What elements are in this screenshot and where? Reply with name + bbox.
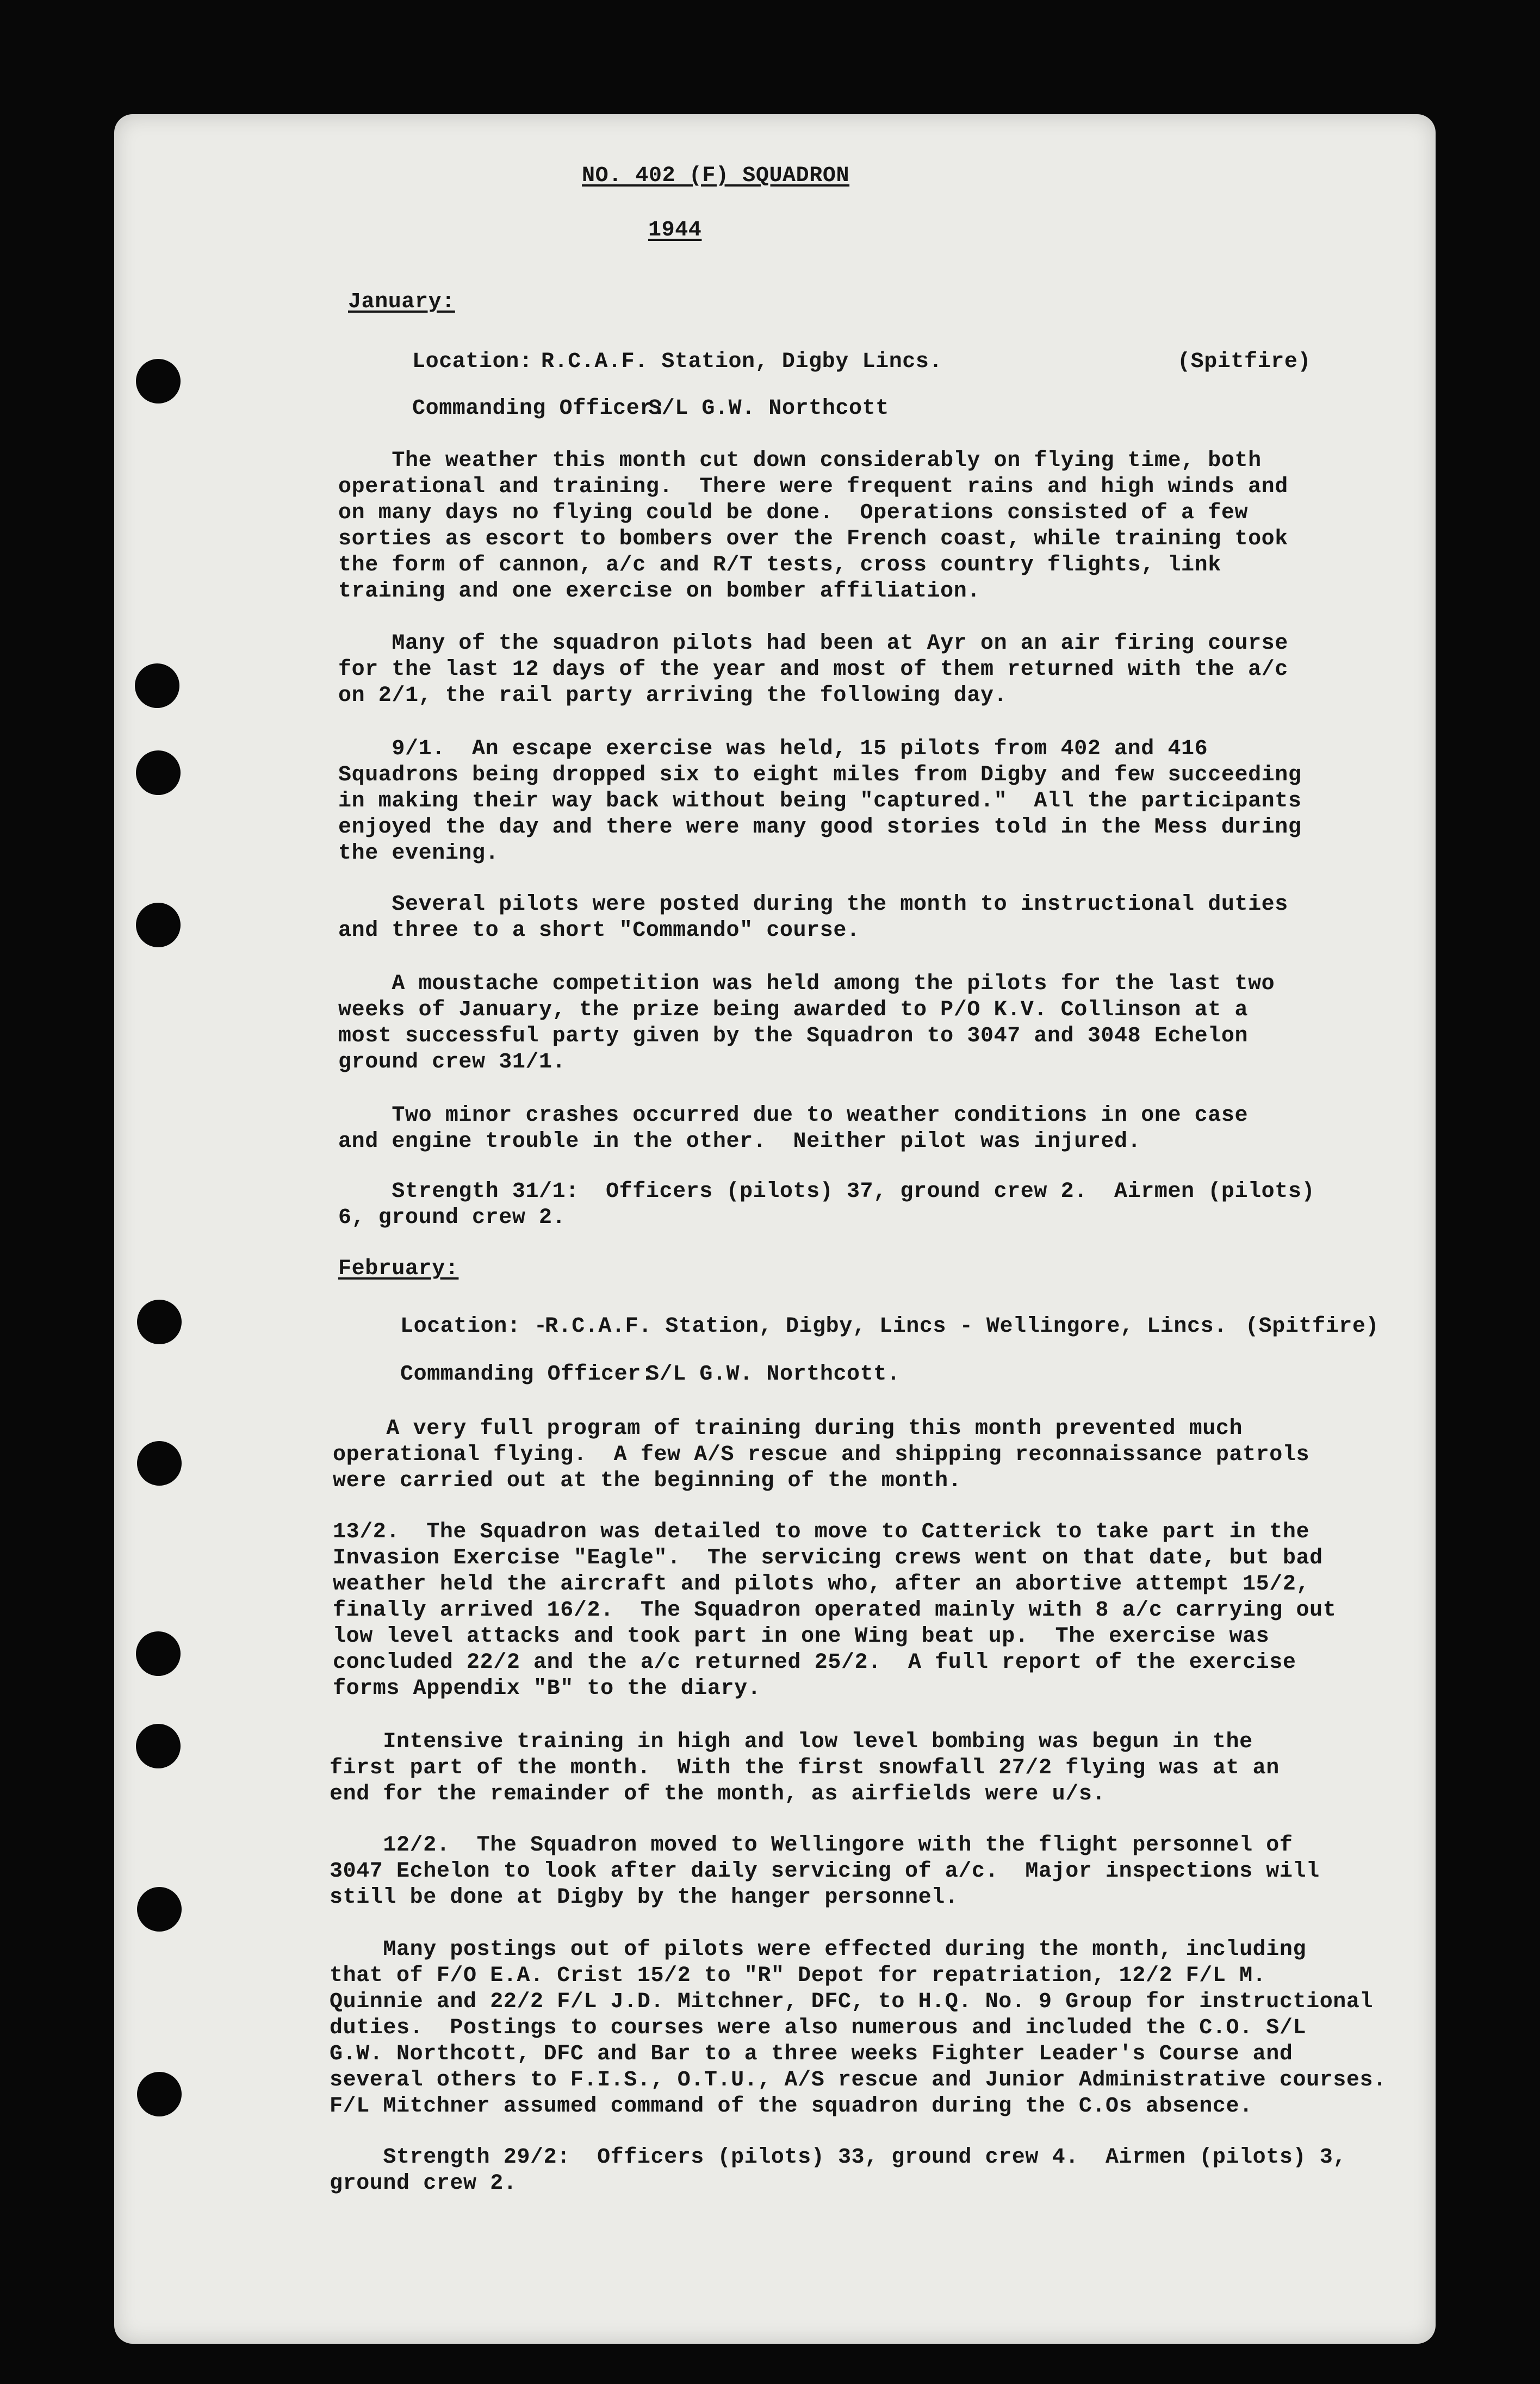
commanding-officer-label: Commanding Officer: [400,1362,655,1387]
text-line: sorties as escort to bombers over the French coast, while training took [338,527,1288,551]
text-line: The weather this month cut down considerably on flying time, both [338,449,1262,473]
text-line: Intensive training in high and low level bombing was begun in the [330,1730,1253,1754]
commanding-officer-value: S/L G.W. Northcott [648,396,889,421]
page-year: 1944 [648,218,702,243]
text-line: several others to F.I.S., O.T.U., A/S rescue and Junior Administrative courses. [330,2068,1387,2093]
location-value: R.C.A.F. Station, Digby, Lincs - Wellingore, Lincs. [545,1314,1227,1339]
punch-hole-icon [136,1724,181,1768]
punch-hole-icon [136,1631,181,1676]
text-line: Strength 29/2: Officers (pilots) 33, ground crew 4. Airmen (pilots) 3, [330,2145,1346,2170]
text-line: for the last 12 days of the year and most of them returned with the a/c [338,657,1288,682]
punch-hole-icon [135,663,179,708]
location-value: R.C.A.F. Station, Digby Lincs. [541,350,943,374]
text-line: training and one exercise on bomber affiliation. [338,579,980,604]
text-line: enjoyed the day and there were many good stories told in the Mess during [338,815,1302,840]
punch-hole-icon [137,1441,182,1486]
commanding-officer-value: S/L G.W. Northcott. [646,1362,901,1387]
text-line: still be done at Digby by the hanger personnel. [330,1885,959,1910]
text-line: 12/2. The Squadron moved to Wellingore with the flight personnel of [330,1833,1293,1858]
text-line: finally arrived 16/2. The Squadron operated mainly with 8 a/c carrying out [333,1598,1337,1623]
punch-hole-icon [136,903,181,947]
text-line: Two minor crashes occurred due to weather conditions in one case [338,1103,1249,1128]
text-line: were carried out at the beginning of the month. [333,1469,962,1493]
punch-hole-icon [137,2072,182,2116]
text-line: F/L Mitchner assumed command of the squadron during the C.Os absence. [330,2094,1253,2119]
text-line: on 2/1, the rail party arriving the following day. [338,684,1008,708]
text-line: forms Appendix "B" to the diary. [333,1677,761,1701]
text-line: Many of the squadron pilots had been at Ayr on an air firing course [338,631,1288,656]
text-line: Strength 31/1: Officers (pilots) 37, ground crew 2. Airmen (pilots) [338,1179,1315,1204]
text-line: first part of the month. With the first snowfall 27/2 flying was at an [330,1756,1280,1780]
aircraft-type: (Spitfire) [1245,1314,1380,1339]
text-line: 6, ground crew 2. [338,1206,566,1230]
text-line: duties. Postings to courses were also numerous and included the C.O. S/L [330,2016,1307,2040]
text-line: G.W. Northcott, DFC and Bar to a three weeks Fighter Leader's Course and [330,2042,1293,2066]
commanding-officer-label: Commanding Officer: [412,396,667,421]
text-line: A very full program of training during this month prevented much [333,1417,1243,1441]
text-line: A moustache competition was held among the pilots for the last two [338,972,1275,996]
text-line: low level attacks and took part in one Wing beat up. The exercise was [333,1624,1270,1649]
text-line: Squadrons being dropped six to eight miles from Digby and few succeeding [338,763,1302,787]
text-line: 13/2. The Squadron was detailed to move to Catterick to take part in the [333,1520,1310,1544]
punch-hole-icon [137,1887,182,1932]
text-line: concluded 22/2 and the a/c returned 25/2. A full report of the exercise [333,1650,1296,1675]
page-title: NO. 402 (F) SQUADRON [582,164,850,188]
text-line: and engine trouble in the other. Neither pilot was injured. [338,1129,1141,1154]
text-line: Several pilots were posted during the month to instructional duties [338,892,1288,917]
location-label: Location: [412,350,533,374]
text-line: Quinnie and 22/2 F/L J.D. Mitchner, DFC, to H.Q. No. 9 Group for instructional [330,1990,1374,2014]
text-line: the evening. [338,841,499,866]
text-line: in making their way back without being "captured." All the participants [338,789,1302,814]
text-line: ground crew 31/1. [338,1050,566,1075]
text-line: weather held the aircraft and pilots who, after an abortive attempt 15/2, [333,1572,1310,1597]
text-line: the form of cannon, a/c and R/T tests, cross country flights, link [338,553,1221,578]
text-line: on many days no flying could be done. Operations consisted of a few [338,501,1249,525]
text-line: Invasion Exercise "Eagle". The servicing crews went on that date, but bad [333,1546,1323,1570]
text-line: end for the remainder of the month, as airfields were u/s. [330,1782,1106,1806]
location-label: Location: - [400,1314,548,1339]
punch-hole-icon [136,750,181,795]
text-line: 3047 Echelon to look after daily servicing of a/c. Major inspections will [330,1859,1320,1884]
punch-hole-icon [137,1300,182,1344]
text-line: ground crew 2. [330,2171,517,2196]
text-line: and three to a short "Commando" course. [338,918,860,943]
text-line: Many postings out of pilots were effected during the month, including [330,1938,1307,1962]
text-line: operational and training. There were frequent rains and high winds and [338,475,1288,499]
text-line: operational flying. A few A/S rescue and shipping reconnaissance patrols [333,1443,1310,1467]
aircraft-type: (Spitfire) [1177,350,1312,374]
text-line: most successful party given by the Squadron to 3047 and 3048 Echelon [338,1024,1249,1048]
text-line: weeks of January, the prize being awarded to P/O K.V. Collinson at a [338,998,1249,1022]
text-line: that of F/O E.A. Crist 15/2 to "R" Depot for repatriation, 12/2 F/L M. [330,1964,1266,1988]
section-heading-february: February: [338,1257,459,1281]
punch-hole-icon [136,359,181,403]
text-line: 9/1. An escape exercise was held, 15 pilots from 402 and 416 [338,737,1208,761]
section-heading-january: January: [348,290,455,314]
